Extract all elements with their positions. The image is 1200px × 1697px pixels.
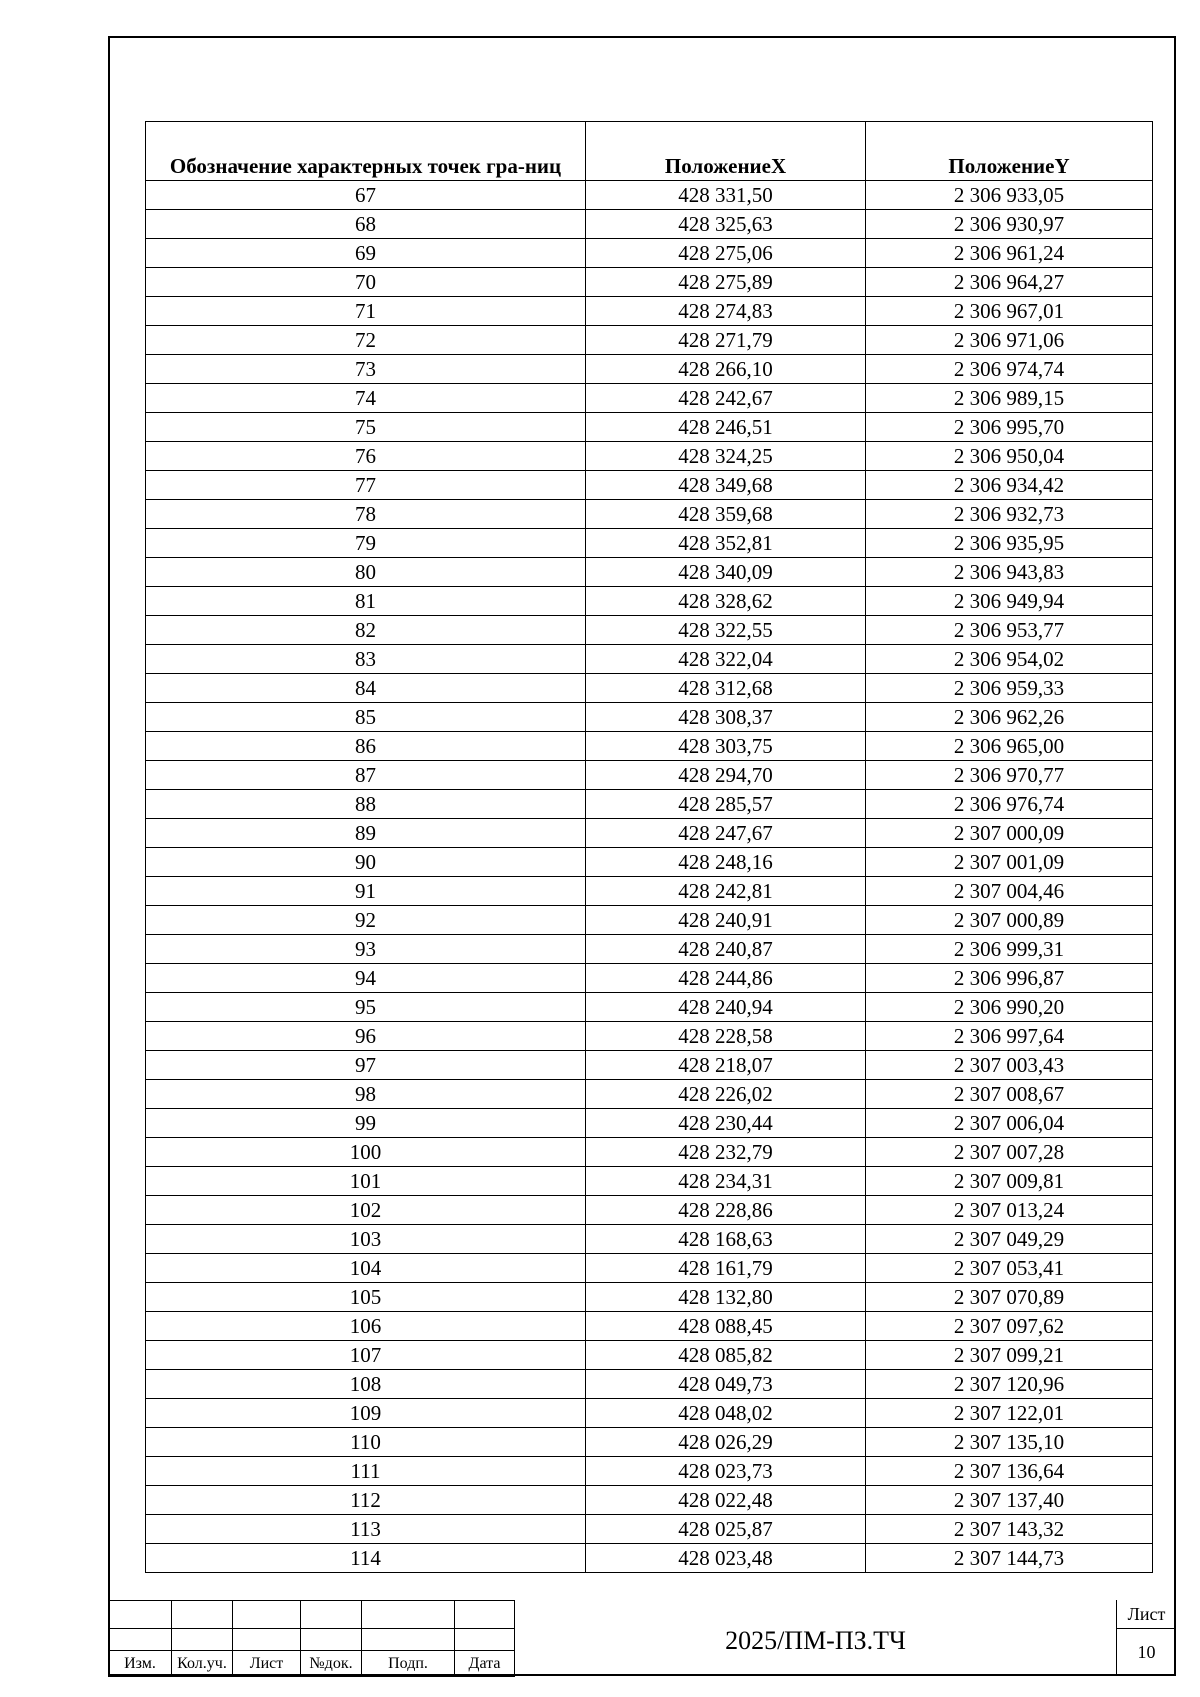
table-row <box>146 1341 1153 1370</box>
cell-position-y: 2 306 965,00 <box>866 732 1153 761</box>
table-row <box>146 1196 1153 1225</box>
table-row <box>146 732 1153 761</box>
cell-position-y: 2 306 974,74 <box>866 355 1153 384</box>
cell-position-y: 2 307 137,40 <box>866 1486 1153 1515</box>
cell-position-x: 428 294,70 <box>586 761 866 790</box>
cell-position-x: 428 088,45 <box>586 1312 866 1341</box>
cell-position-y: 2 306 996,87 <box>866 964 1153 993</box>
table-row <box>146 993 1153 1022</box>
table-row <box>146 239 1153 268</box>
table-row <box>146 413 1153 442</box>
cell-position-y: 2 306 954,02 <box>866 645 1153 674</box>
cell-position-x: 428 328,62 <box>586 587 866 616</box>
cell-point-number: 113 <box>146 1515 586 1544</box>
table-row <box>146 500 1153 529</box>
cell-point-number: 95 <box>146 993 586 1022</box>
cell-point-number: 111 <box>146 1457 586 1486</box>
cell-point-number: 89 <box>146 819 586 848</box>
cell-position-y: 2 307 008,67 <box>866 1080 1153 1109</box>
stamp-col-count: Кол.уч. <box>172 1651 233 1677</box>
cell-position-x: 428 303,75 <box>586 732 866 761</box>
cell-position-y: 2 306 953,77 <box>866 616 1153 645</box>
cell-position-y: 2 307 001,09 <box>866 848 1153 877</box>
sheet-label: Лист <box>1117 1600 1176 1629</box>
cell-position-y: 2 307 144,73 <box>866 1544 1153 1573</box>
stamp-col-signature: Подп. <box>362 1651 455 1677</box>
table-row <box>146 1138 1153 1167</box>
cell-point-number: 81 <box>146 587 586 616</box>
cell-position-y: 2 307 070,89 <box>866 1283 1153 1312</box>
cell-point-number: 69 <box>146 239 586 268</box>
cell-position-x: 428 132,80 <box>586 1283 866 1312</box>
cell-point-number: 110 <box>146 1428 586 1457</box>
table-row <box>146 1486 1153 1515</box>
cell-position-y: 2 306 932,73 <box>866 500 1153 529</box>
cell-position-x: 428 322,04 <box>586 645 866 674</box>
cell-position-x: 428 312,68 <box>586 674 866 703</box>
document-code: 2025/ПМ-ПЗ.ТЧ <box>514 1600 1116 1676</box>
coordinates-table <box>145 121 1153 1573</box>
table-row <box>146 1370 1153 1399</box>
cell-point-number: 84 <box>146 674 586 703</box>
header-position-x: ПоложениеX <box>586 122 866 181</box>
stamp-col-sheet: Лист <box>233 1651 301 1677</box>
cell-position-x: 428 352,81 <box>586 529 866 558</box>
cell-position-y: 2 307 143,32 <box>866 1515 1153 1544</box>
cell-point-number: 104 <box>146 1254 586 1283</box>
cell-point-number: 79 <box>146 529 586 558</box>
table-row <box>146 268 1153 297</box>
cell-position-y: 2 306 964,27 <box>866 268 1153 297</box>
table-row <box>146 558 1153 587</box>
table-row <box>146 1225 1153 1254</box>
cell-position-x: 428 308,37 <box>586 703 866 732</box>
cell-point-number: 112 <box>146 1486 586 1515</box>
stamp-col-docnum: №док. <box>301 1651 362 1677</box>
cell-point-number: 102 <box>146 1196 586 1225</box>
cell-position-x: 428 247,67 <box>586 819 866 848</box>
cell-position-x: 428 218,07 <box>586 1051 866 1080</box>
cell-point-number: 86 <box>146 732 586 761</box>
table-row <box>146 819 1153 848</box>
cell-position-x: 428 359,68 <box>586 500 866 529</box>
cell-position-y: 2 306 935,95 <box>866 529 1153 558</box>
sheet-number: 10 <box>1137 1641 1156 1662</box>
cell-point-number: 114 <box>146 1544 586 1573</box>
cell-position-x: 428 275,06 <box>586 239 866 268</box>
cell-position-y: 2 306 967,01 <box>866 297 1153 326</box>
cell-position-x: 428 324,25 <box>586 442 866 471</box>
table-row <box>146 645 1153 674</box>
table-row <box>146 1312 1153 1341</box>
cell-point-number: 72 <box>146 326 586 355</box>
cell-point-number: 103 <box>146 1225 586 1254</box>
table-row <box>146 906 1153 935</box>
table-row <box>146 1515 1153 1544</box>
cell-point-number: 75 <box>146 413 586 442</box>
cell-position-y: 2 306 962,26 <box>866 703 1153 732</box>
table-row <box>146 1109 1153 1138</box>
table-row <box>146 587 1153 616</box>
header-position-y: ПоложениеY <box>866 122 1153 181</box>
cell-point-number: 88 <box>146 790 586 819</box>
cell-position-x: 428 023,48 <box>586 1544 866 1573</box>
table-row <box>146 935 1153 964</box>
cell-position-x: 428 026,29 <box>586 1428 866 1457</box>
cell-point-number: 73 <box>146 355 586 384</box>
cell-point-number: 68 <box>146 210 586 239</box>
cell-point-number: 82 <box>146 616 586 645</box>
cell-position-x: 428 023,73 <box>586 1457 866 1486</box>
cell-point-number: 96 <box>146 1022 586 1051</box>
title-block <box>108 1600 1176 1676</box>
table-row <box>146 297 1153 326</box>
cell-point-number: 83 <box>146 645 586 674</box>
table-row <box>146 1428 1153 1457</box>
cell-position-x: 428 168,63 <box>586 1225 866 1254</box>
table-row <box>146 355 1153 384</box>
table-row <box>146 1080 1153 1109</box>
stamp-col-date: Дата <box>455 1651 515 1677</box>
cell-position-x: 428 232,79 <box>586 1138 866 1167</box>
cell-position-x: 428 266,10 <box>586 355 866 384</box>
cell-point-number: 90 <box>146 848 586 877</box>
cell-position-y: 2 307 097,62 <box>866 1312 1153 1341</box>
cell-point-number: 80 <box>146 558 586 587</box>
cell-position-x: 428 285,57 <box>586 790 866 819</box>
cell-position-x: 428 049,73 <box>586 1370 866 1399</box>
table-row <box>146 616 1153 645</box>
cell-point-number: 105 <box>146 1283 586 1312</box>
table-row <box>146 529 1153 558</box>
cell-position-y: 2 307 004,46 <box>866 877 1153 906</box>
table-row <box>146 181 1153 210</box>
table-row <box>146 877 1153 906</box>
cell-point-number: 74 <box>146 384 586 413</box>
cell-point-number: 93 <box>146 935 586 964</box>
cell-position-x: 428 048,02 <box>586 1399 866 1428</box>
cell-position-x: 428 349,68 <box>586 471 866 500</box>
cell-position-x: 428 242,81 <box>586 877 866 906</box>
cell-point-number: 91 <box>146 877 586 906</box>
cell-point-number: 67 <box>146 181 586 210</box>
cell-point-number: 99 <box>146 1109 586 1138</box>
cell-position-x: 428 240,91 <box>586 906 866 935</box>
table-row <box>146 848 1153 877</box>
cell-position-y: 2 307 000,89 <box>866 906 1153 935</box>
cell-position-x: 428 022,48 <box>586 1486 866 1515</box>
cell-position-y: 2 307 003,43 <box>866 1051 1153 1080</box>
cell-point-number: 98 <box>146 1080 586 1109</box>
cell-point-number: 70 <box>146 268 586 297</box>
cell-point-number: 94 <box>146 964 586 993</box>
cell-position-y: 2 307 006,04 <box>866 1109 1153 1138</box>
table-row <box>146 1399 1153 1428</box>
stamp-col-change: Изм. <box>109 1651 172 1677</box>
table-row <box>146 326 1153 355</box>
table-row <box>146 1022 1153 1051</box>
cell-position-x: 428 274,83 <box>586 297 866 326</box>
table-row <box>146 674 1153 703</box>
cell-position-y: 2 307 013,24 <box>866 1196 1153 1225</box>
cell-point-number: 101 <box>146 1167 586 1196</box>
cell-point-number: 77 <box>146 471 586 500</box>
cell-position-y: 2 306 976,74 <box>866 790 1153 819</box>
cell-position-x: 428 085,82 <box>586 1341 866 1370</box>
cell-position-x: 428 322,55 <box>586 616 866 645</box>
cell-point-number: 107 <box>146 1341 586 1370</box>
cell-position-x: 428 240,94 <box>586 993 866 1022</box>
cell-position-x: 428 228,86 <box>586 1196 866 1225</box>
cell-position-y: 2 306 943,83 <box>866 558 1153 587</box>
cell-position-x: 428 340,09 <box>586 558 866 587</box>
cell-position-y: 2 307 120,96 <box>866 1370 1153 1399</box>
table-row <box>146 1457 1153 1486</box>
cell-position-x: 428 234,31 <box>586 1167 866 1196</box>
sheet-box <box>1116 1600 1176 1676</box>
cell-position-y: 2 306 970,77 <box>866 761 1153 790</box>
cell-position-x: 428 325,63 <box>586 210 866 239</box>
table-header-row <box>146 122 1153 181</box>
cell-point-number: 97 <box>146 1051 586 1080</box>
cell-position-x: 428 246,51 <box>586 413 866 442</box>
cell-position-y: 2 307 099,21 <box>866 1341 1153 1370</box>
cell-position-y: 2 306 933,05 <box>866 181 1153 210</box>
table-row <box>146 210 1153 239</box>
cell-point-number: 71 <box>146 297 586 326</box>
table-row <box>146 442 1153 471</box>
cell-position-y: 2 307 007,28 <box>866 1138 1153 1167</box>
cell-position-x: 428 248,16 <box>586 848 866 877</box>
table-row <box>146 471 1153 500</box>
cell-position-x: 428 275,89 <box>586 268 866 297</box>
cell-point-number: 92 <box>146 906 586 935</box>
cell-position-x: 428 331,50 <box>586 181 866 210</box>
cell-position-x: 428 226,02 <box>586 1080 866 1109</box>
cell-position-y: 2 307 136,64 <box>866 1457 1153 1486</box>
cell-point-number: 87 <box>146 761 586 790</box>
cell-point-number: 85 <box>146 703 586 732</box>
cell-position-y: 2 307 135,10 <box>866 1428 1153 1457</box>
header-point-designation: Обозначение характерных точек гра-ниц <box>146 122 586 181</box>
cell-position-x: 428 230,44 <box>586 1109 866 1138</box>
cell-position-x: 428 025,87 <box>586 1515 866 1544</box>
cell-position-y: 2 306 930,97 <box>866 210 1153 239</box>
table-row <box>146 1283 1153 1312</box>
cell-position-y: 2 306 990,20 <box>866 993 1153 1022</box>
table-body <box>146 181 1153 1573</box>
cell-position-y: 2 306 971,06 <box>866 326 1153 355</box>
cell-position-y: 2 307 000,09 <box>866 819 1153 848</box>
table-row <box>146 703 1153 732</box>
cell-position-x: 428 161,79 <box>586 1254 866 1283</box>
cell-point-number: 100 <box>146 1138 586 1167</box>
cell-position-y: 2 306 989,15 <box>866 384 1153 413</box>
cell-position-x: 428 242,67 <box>586 384 866 413</box>
cell-position-y: 2 307 049,29 <box>866 1225 1153 1254</box>
cell-position-y: 2 306 999,31 <box>866 935 1153 964</box>
table-row <box>146 1544 1153 1573</box>
cell-position-x: 428 244,86 <box>586 964 866 993</box>
cell-point-number: 76 <box>146 442 586 471</box>
table-row <box>146 761 1153 790</box>
table-row <box>146 1051 1153 1080</box>
cell-point-number: 108 <box>146 1370 586 1399</box>
cell-position-y: 2 306 950,04 <box>866 442 1153 471</box>
table-row <box>146 384 1153 413</box>
cell-position-y: 2 306 961,24 <box>866 239 1153 268</box>
cell-position-x: 428 240,87 <box>586 935 866 964</box>
cell-position-y: 2 306 997,64 <box>866 1022 1153 1051</box>
cell-point-number: 106 <box>146 1312 586 1341</box>
cell-position-y: 2 306 959,33 <box>866 674 1153 703</box>
cell-position-y: 2 307 009,81 <box>866 1167 1153 1196</box>
cell-position-y: 2 307 122,01 <box>866 1399 1153 1428</box>
cell-position-x: 428 228,58 <box>586 1022 866 1051</box>
cell-position-x: 428 271,79 <box>586 326 866 355</box>
table-row <box>146 790 1153 819</box>
cell-position-y: 2 306 949,94 <box>866 587 1153 616</box>
cell-position-y: 2 306 934,42 <box>866 471 1153 500</box>
cell-point-number: 109 <box>146 1399 586 1428</box>
table-row <box>146 1254 1153 1283</box>
table-row <box>146 1167 1153 1196</box>
cell-point-number: 78 <box>146 500 586 529</box>
cell-position-y: 2 307 053,41 <box>866 1254 1153 1283</box>
cell-position-y: 2 306 995,70 <box>866 413 1153 442</box>
table-row <box>146 964 1153 993</box>
revision-grid <box>108 1600 515 1677</box>
